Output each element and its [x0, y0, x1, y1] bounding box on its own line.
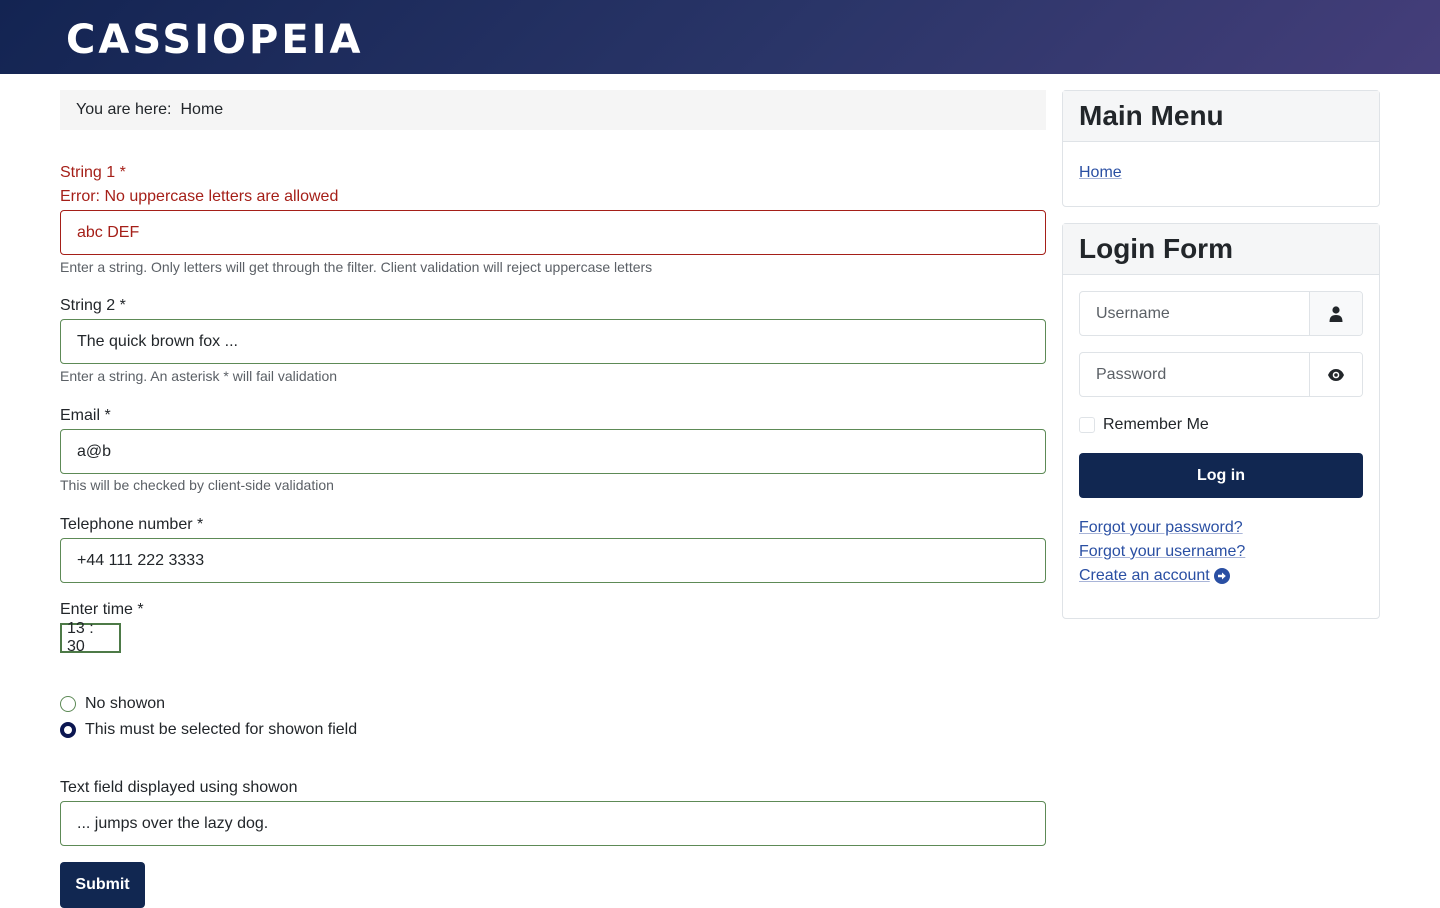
breadcrumb [60, 90, 1046, 130]
show-password-eye-icon[interactable] [1309, 353, 1362, 396]
login-form-title: Login Form [1063, 224, 1379, 275]
arrow-circle-right-icon [1214, 568, 1230, 584]
telephone-input[interactable] [60, 538, 1046, 583]
login-button[interactable]: Log in [1079, 453, 1363, 498]
submit-button[interactable]: Submit [60, 862, 145, 908]
radio-label: No showon [85, 695, 166, 712]
radio-button[interactable] [60, 696, 76, 712]
string2-label: String 2 * [60, 297, 126, 314]
site-header [0, 0, 1440, 74]
breadcrumb-current: Home [180, 101, 224, 118]
remember-me-checkbox[interactable] [1079, 417, 1095, 433]
email-input[interactable] [60, 429, 1046, 474]
remember-me-row[interactable] [1079, 416, 1209, 434]
string2-help: Enter a string. An asterisk * will fail validation [60, 368, 338, 384]
create-account-link[interactable]: Create an account [1079, 567, 1210, 584]
password-field[interactable] [1079, 352, 1363, 397]
time-input[interactable] [60, 620, 121, 655]
showon-field-input[interactable] [60, 801, 1046, 846]
string1-value: abc DEF [77, 223, 140, 241]
string1-input[interactable] [60, 210, 1046, 255]
string1-error-message: Error: No uppercase letters are allowed [60, 188, 339, 205]
showon-field-label: Text field displayed using showon [60, 779, 298, 796]
username-field[interactable] [1079, 291, 1363, 336]
string2-input[interactable] [60, 319, 1046, 364]
telephone-value: +44 111 222 3333 [77, 551, 205, 569]
string1-label: String 1 * [60, 164, 126, 181]
login-links [1079, 516, 1245, 588]
email-help: This will be checked by client-side validation [60, 477, 334, 493]
radio-button-checked[interactable] [60, 722, 76, 738]
password-input[interactable]: Password [1096, 365, 1167, 383]
forgot-username-link[interactable]: Forgot your username? [1079, 543, 1246, 560]
breadcrumb-prefix: You are here: [76, 101, 172, 118]
string2-value: The quick brown fox ... [77, 332, 238, 350]
radio-no-showon[interactable] [60, 695, 165, 713]
email-value: a@b [77, 442, 112, 460]
email-label: Email * [60, 407, 111, 424]
login-form-module [1062, 223, 1380, 619]
string1-help: Enter a string. Only letters will get through the filter. Client validation will reject uppercase letters [60, 259, 653, 275]
time-value: 13 : 30 [67, 620, 94, 655]
time-label: Enter time * [60, 601, 144, 618]
user-icon [1309, 292, 1362, 335]
remember-me-label: Remember Me [1103, 416, 1209, 433]
menu-item-home[interactable]: Home [1079, 164, 1122, 181]
username-input[interactable]: Username [1096, 304, 1170, 322]
radio-label: This must be selected for showon field [85, 721, 358, 738]
telephone-label: Telephone number * [60, 516, 204, 533]
main-menu-title: Main Menu [1063, 91, 1379, 142]
radio-showon-selected[interactable] [60, 721, 357, 739]
showon-field-value: ... jumps over the lazy dog. [77, 814, 269, 832]
main-menu-module [1062, 90, 1380, 207]
forgot-password-link[interactable]: Forgot your password? [1079, 519, 1243, 536]
site-brand-logo[interactable]: CASSIOPEIA [66, 17, 364, 63]
